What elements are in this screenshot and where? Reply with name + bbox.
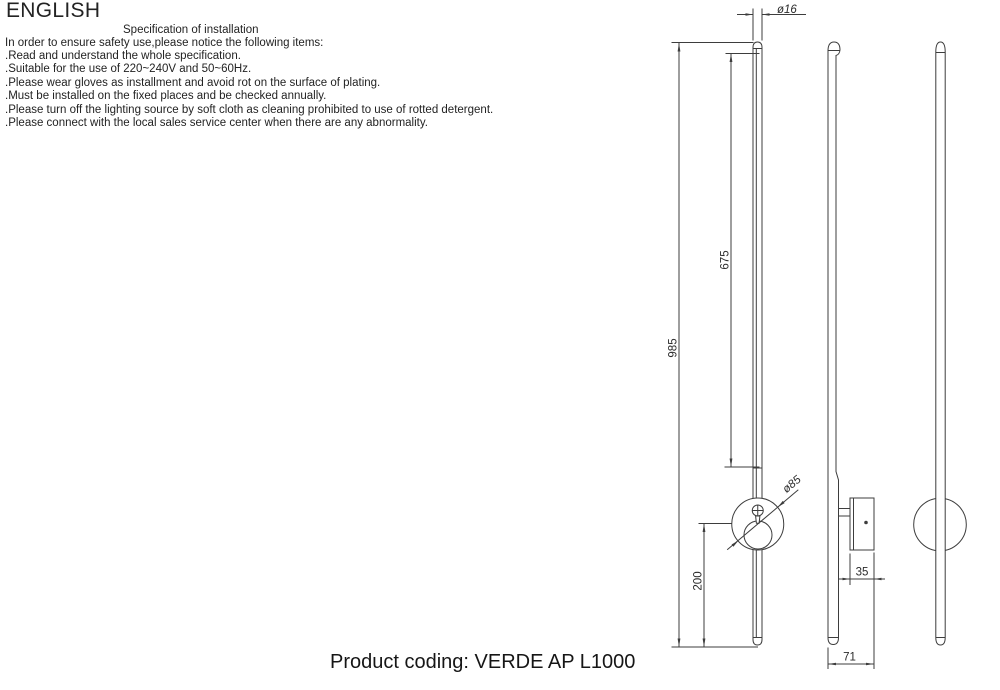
spec-item-6: .Please connect with the local sales service center when there are any abnormality.	[5, 116, 428, 129]
dim-backplate-diameter-label: ø85	[780, 473, 804, 496]
language-heading: ENGLISH	[6, 0, 101, 22]
dim-depth	[828, 648, 874, 670]
dim-tube-diameter-label: ø16	[777, 4, 797, 16]
spec-item-1: .Read and understand the whole specification.	[5, 49, 241, 62]
mount-inner-circle	[744, 521, 772, 549]
lamp-tube-back	[936, 42, 945, 645]
spec-intro: In order to ensure safety use,please notice the following items:	[5, 36, 324, 49]
product-coding: Product coding: VERDE AP L1000	[330, 651, 636, 673]
plate-screw-dot	[864, 521, 868, 525]
spec-item-2: .Suitable for the use of 220~240V and 50~60Hz.	[5, 63, 252, 76]
dim-overall-length-label: 985	[667, 338, 680, 358]
front-view	[732, 42, 784, 645]
spec-subtitle: Specification of installation	[123, 24, 259, 36]
dim-plate-width-label: 35	[855, 566, 869, 579]
spec-item-4: .Must be installed on the fixed places and be checked annually.	[5, 90, 327, 103]
side-view	[828, 42, 874, 645]
dim-depth-label: 71	[843, 651, 856, 664]
spec-item-3: .Please wear gloves as installment and avoid rot on the surface of plating.	[5, 76, 381, 89]
back-view	[914, 42, 967, 645]
dim-bottom-offset	[693, 524, 732, 648]
lamp-tube-front	[753, 42, 762, 645]
dim-tube-diameter	[737, 4, 806, 41]
dim-light-length-label: 675	[719, 250, 732, 270]
dim-bottom-offset-label: 200	[692, 571, 705, 591]
lamp-tube-side	[828, 42, 840, 645]
dim-overall-length	[668, 43, 759, 648]
spec-item-5: .Please turn off the lighting source by soft cloth as cleaning prohibited to use of rotted detergent.	[5, 103, 494, 116]
